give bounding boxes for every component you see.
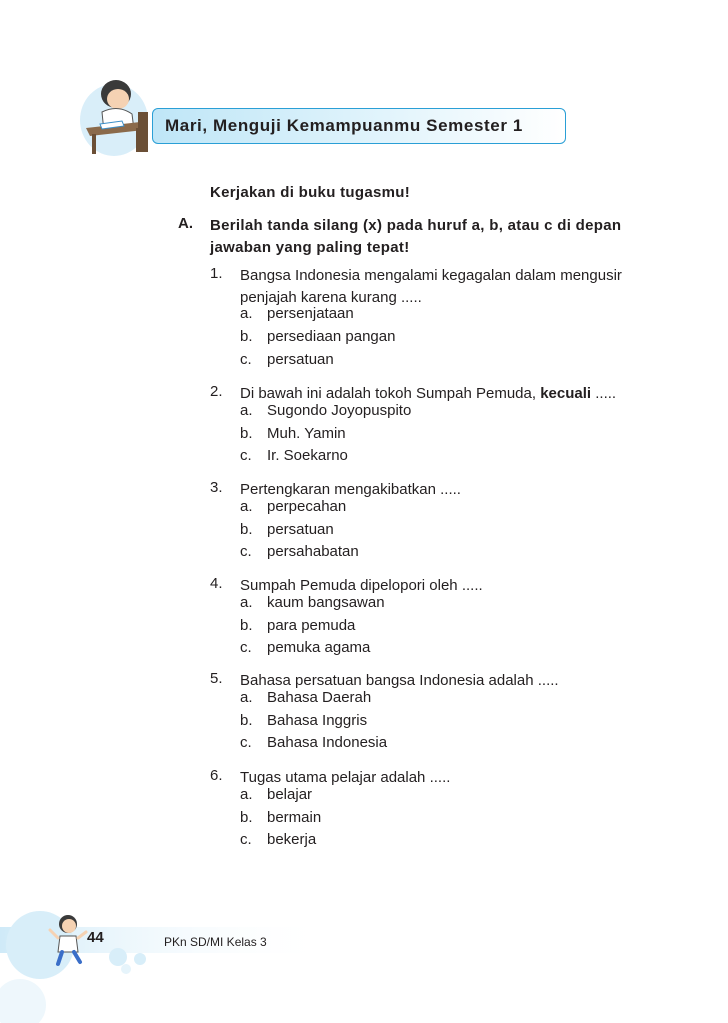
question-number: 2.	[210, 383, 223, 400]
question-text: Tugas utama pelajar adalah .....	[240, 769, 451, 786]
page-title: Mari, Menguji Kemampuanmu Semester 1	[165, 116, 523, 135]
title-banner	[152, 108, 566, 144]
answer-option: c. persahabatan	[240, 543, 359, 560]
answer-option: b. Muh. Yamin	[240, 425, 346, 442]
question-text: Bangsa Indonesia mengalami kegagalan dalam mengusir penjajah karena kurang .....	[240, 267, 622, 306]
question-number: 5.	[210, 670, 223, 687]
answer-option: a. kaum bangsawan	[240, 594, 385, 611]
answer-option: c. persatuan	[240, 351, 334, 368]
running-child-icon	[48, 912, 88, 968]
student-writing-icon	[78, 72, 158, 160]
question-text: Bahasa persatuan bangsa Indonesia adalah .....	[240, 672, 559, 689]
answer-option: a. persenjataan	[240, 305, 354, 322]
answer-option: a. belajar	[240, 786, 313, 803]
question-text: Pertengkaran mengakibatkan .....	[240, 481, 461, 498]
book-title: PKn SD/MI Kelas 3	[164, 935, 267, 949]
answer-option: b. persatuan	[240, 521, 334, 538]
answer-option: b. Bahasa Inggris	[240, 712, 368, 729]
answer-option: b. bermain	[240, 809, 322, 826]
answer-option: c. bekerja	[240, 831, 317, 848]
question-text: Di bawah ini adalah tokoh Sumpah Pemuda, kecuali .....	[240, 385, 617, 402]
answer-option: a. Sugondo Joyopuspito	[240, 402, 412, 419]
answer-option: b. persediaan pangan	[240, 328, 396, 345]
section-instruction: Berilah tanda silang (x) pada huruf a, b, atau c di depan jawaban yang paling tepat!	[210, 217, 622, 256]
answer-option: a. perpecahan	[240, 498, 347, 515]
answer-option: c. pemuka agama	[240, 639, 371, 656]
instruction-text: Kerjakan di buku tugasmu!	[210, 184, 411, 201]
question-number: 4.	[210, 575, 223, 592]
answer-option: c. Bahasa Indonesia	[240, 734, 388, 751]
footer-bubbles-decoration	[0, 905, 728, 1023]
question-number: 6.	[210, 767, 223, 784]
answer-option: b. para pemuda	[240, 617, 356, 634]
section-letter: A.	[178, 215, 193, 232]
page-number: 44	[87, 929, 104, 946]
emphasis-text: kecuali	[540, 385, 592, 402]
question-number: 1.	[210, 265, 223, 282]
question-text: Sumpah Pemuda dipelopori oleh .....	[240, 577, 483, 594]
question-number: 3.	[210, 479, 223, 496]
answer-option: a. Bahasa Daerah	[240, 689, 372, 706]
answer-option: c. Ir. Soekarno	[240, 447, 348, 464]
